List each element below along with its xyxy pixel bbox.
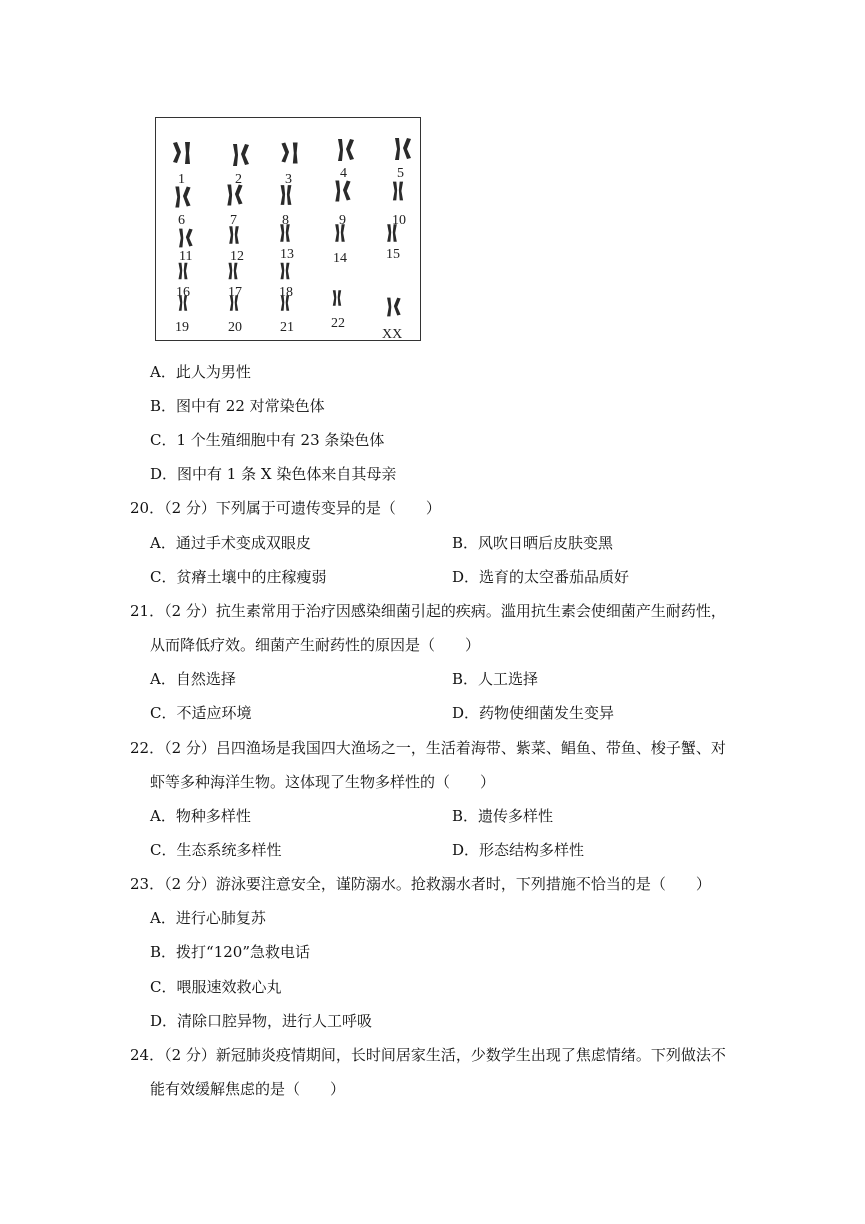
chromosome-label: 3 (285, 172, 292, 187)
chromosome-12 (229, 226, 239, 244)
q22-option-d: D．形态结构多样性 (452, 841, 585, 859)
q22-option-b: B．遗传多样性 (452, 807, 554, 825)
chromosome-label: 21 (280, 320, 294, 335)
q21-option-c: C．不适应环境 (150, 704, 252, 722)
chromosome-4 (338, 139, 354, 161)
chromosome-label: 5 (397, 166, 404, 181)
chromosome-1 (173, 142, 190, 164)
karyotype-figure (155, 117, 421, 341)
q21-stem-line2: 从而降低疗效。细菌产生耐药性的原因是（ ） (150, 636, 481, 654)
q20-option-d: D．选育的太空番茄品质好 (452, 568, 630, 586)
chromosome-7 (227, 185, 242, 206)
chromosome-label: 19 (175, 320, 189, 335)
chromosome-label: 1 (178, 172, 185, 187)
chromosome-label: 14 (333, 251, 347, 266)
chromosome-drawing (156, 118, 422, 342)
chromosome-3 (281, 143, 297, 164)
chromosome-label: 17 (228, 285, 242, 300)
chromosome-17 (229, 263, 238, 280)
chromosome-label: XX (382, 327, 403, 342)
q19-option-c: C．1 个生殖细胞中有 23 条染色体 (150, 431, 385, 449)
chromosome-10 (393, 182, 403, 201)
chromosome-22 (333, 290, 341, 305)
q20-option-b: B．风吹日晒后皮肤变黑 (452, 534, 614, 552)
chromosome-label: 10 (392, 213, 406, 228)
chromosome-label: 7 (230, 213, 237, 228)
chromosome-16 (179, 263, 188, 280)
chromosome-label: 9 (339, 213, 346, 228)
q23-stem: 23．（2 分）游泳要注意安全，谨防溺水。抢救溺水者时，下列措施不恰当的是（ ） (130, 875, 711, 893)
q23-option-b: B．拨打“120”急救电话 (150, 943, 310, 961)
q22-option-a: A．物种多样性 (150, 807, 251, 825)
chromosome-2 (233, 144, 249, 166)
chromosome-label: 8 (282, 213, 289, 228)
q21-option-a: A．自然选择 (150, 670, 236, 688)
chromosome-label: 18 (279, 285, 293, 300)
q20-option-c: C．贫瘠土壤中的庄稼瘦弱 (150, 568, 327, 586)
chromosome-label: 11 (179, 249, 193, 264)
chromosome-label: 6 (178, 213, 185, 228)
chromosome-6 (175, 187, 190, 208)
chromosome-XX (387, 298, 401, 317)
chromosome-label: 15 (386, 247, 400, 262)
q19-option-a: A．此人为男性 (150, 363, 251, 381)
chromosome-label: 2 (235, 172, 242, 187)
chromosome-5 (395, 138, 411, 160)
q24-stem-line1: 24．（2 分）新冠肺炎疫情期间，长时间居家生活，少数学生出现了焦虑情绪。下列做法不 (130, 1046, 726, 1064)
q22-option-c: C．生态系统多样性 (150, 841, 282, 859)
chromosome-label: 4 (340, 166, 347, 181)
q24-stem-line2: 能有效缓解焦虑的是（ ） (150, 1080, 346, 1098)
chromosome-label: 22 (331, 316, 345, 331)
chromosome-18 (281, 263, 290, 280)
chromosome-label: 12 (230, 249, 244, 264)
q21-option-d: D．药物使细菌发生变异 (452, 704, 615, 722)
chromosome-label: 16 (176, 285, 190, 300)
chromosome-8 (281, 185, 292, 205)
q22-stem-line1: 22．（2 分）吕四渔场是我国四大渔场之一，生活着海带、紫菜、鲳鱼、带鱼、梭子蟹、对 (130, 739, 726, 757)
q19-option-b: B．图中有 22 对常染色体 (150, 397, 325, 415)
q23-option-a: A．进行心肺复苏 (150, 909, 266, 927)
chromosome-label: 13 (280, 247, 294, 262)
chromosome-label: 20 (228, 320, 242, 335)
chromosome-11 (179, 229, 193, 248)
q21-option-b: B．人工选择 (452, 670, 539, 688)
q19-option-d: D．图中有 1 条 X 染色体来自其母亲 (150, 465, 397, 483)
q21-stem-line1: 21．（2 分）抗生素常用于治疗因感染细菌引起的疾病。滥用抗生素会使细菌产生耐药性， (130, 602, 726, 620)
q23-option-c: C．喂服速效救心丸 (150, 978, 282, 996)
q20-option-a: A．通过手术变成双眼皮 (150, 534, 311, 552)
q20-stem: 20．（2 分）下列属于可遗传变异的是（ ） (130, 499, 441, 517)
q23-option-d: D．清除口腔异物，进行人工呼吸 (150, 1012, 373, 1030)
chromosome-9 (335, 181, 350, 202)
q22-stem-line2: 虾等多种海洋生物。这体现了生物多样性的（ ） (150, 773, 496, 791)
